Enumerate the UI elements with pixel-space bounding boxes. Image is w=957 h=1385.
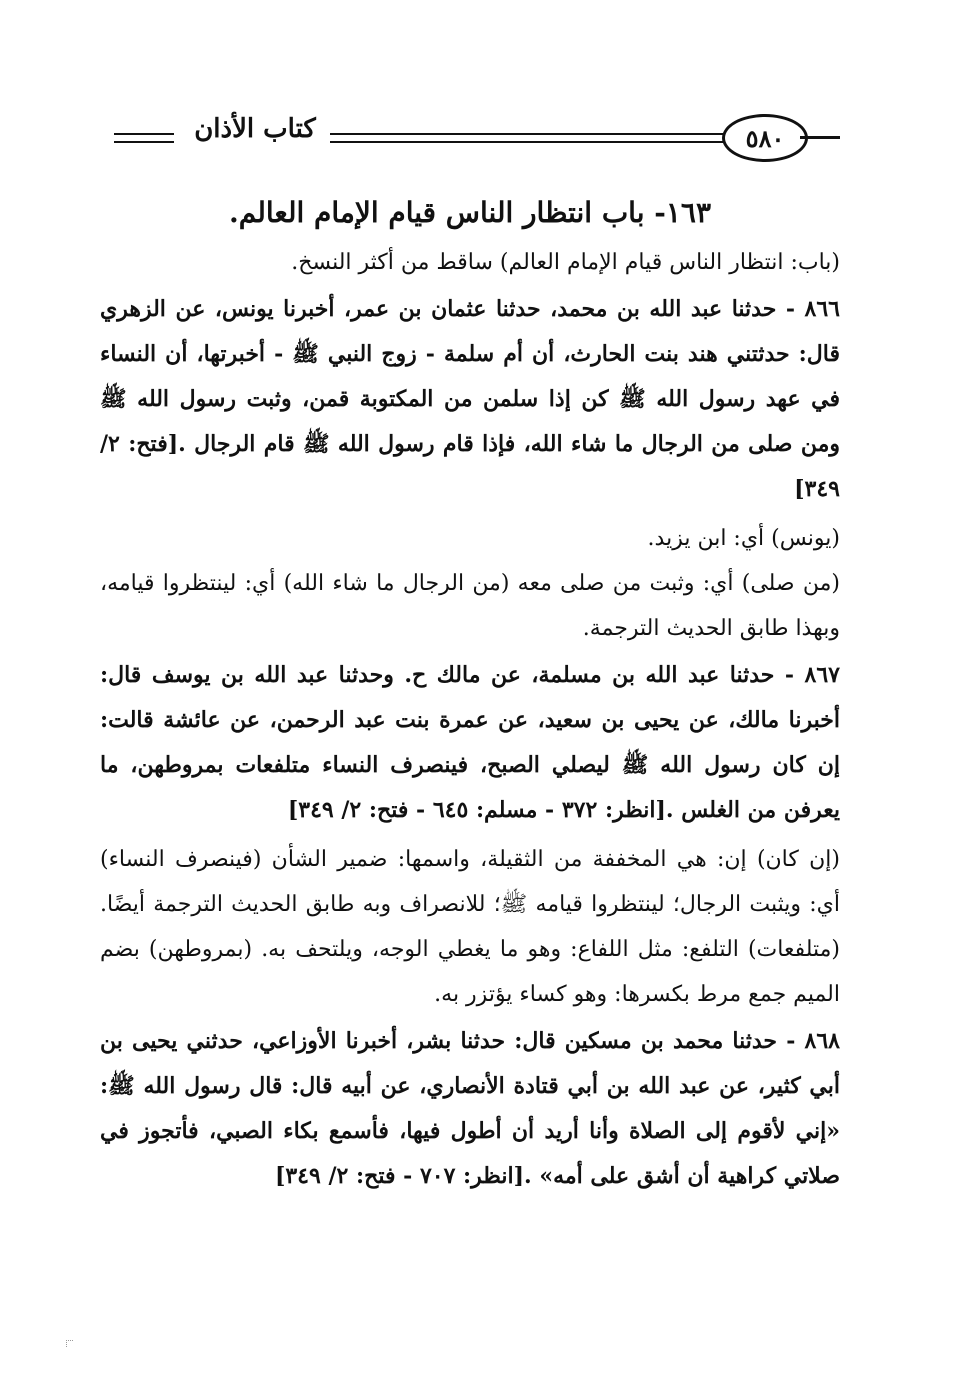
page-body xyxy=(100,192,840,1199)
crop-mark xyxy=(66,1340,73,1347)
header-rule xyxy=(330,133,725,135)
chapter-heading: ١٦٣- باب انتظار الناس قيام الإمام العالم. xyxy=(228,196,711,229)
page-number-badge: ٥٨٠ xyxy=(722,114,808,162)
commentary-paragraph: (إن كان) إن: هي المخففة من الثقيلة، واسمها: ضمير الشأن (فينصرف النساء) أي: ويثبت الرجال؛ لينتظروا قيامه ﷺ؛ للانصراف وبه طابق الحديث الترجمة أيضًا. (متلفعات) التلفع: مثل اللفاع: وهو ما يغطي الوجه، ويلتحف به. (بمروطهن) بضم الميم جمع مرط بكسرها: وهو كساء يؤتزر به. xyxy=(100,847,840,1007)
commentary-paragraph: (من صلى) أي: وثبت من صلى معه (من الرجال ما شاء الله) أي: لينتظروا قيامه، وبهذا طابق الحديث الترجمة. xyxy=(100,571,840,641)
commentary-paragraph: (يونس) أي: ابن يزيد. xyxy=(647,526,840,551)
header-rule xyxy=(800,136,840,139)
header-rule xyxy=(330,141,725,143)
hadith-paragraph: ٨٦٨ - حدثنا محمد بن مسكين قال: حدثنا بشر، أخبرنا الأوزاعي، حدثني يحيى بن أبي كثير، عن عبد الله بن أبي قتادة الأنصاري، عن أبيه قال: قال رسول الله ﷺ: «إني لأقوم إلى الصلاة وأنا أريد أن أطول فيها، فأسمع بكاء الصبي، فأتجوز في صلاتي كراهية أن أشق على أمه» .[انظر: ٧٠٧ - فتح: ٢/ ٣٤٩] xyxy=(100,1028,840,1189)
commentary-paragraph: (باب: انتظار الناس قيام الإمام العالم) ساقط من أكثر النسخ. xyxy=(291,250,840,275)
header-rule xyxy=(114,141,174,143)
hadith-paragraph: ٨٦٧ - حدثنا عبد الله بن مسلمة، عن مالك ح. وحدثنا عبد الله بن يوسف قال: أخبرنا مالك، عن يحيى بن سعيد، عن عمرة بنت عبد الرحمن، عن عائشة قالت: إن كان رسول الله ﷺ ليصلي الصبح، فينصرف النساء متلفعات بمروطهن، ما يعرفن من الغلس .[انظر: ٣٧٢ - مسلم: ٦٤٥ - فتح: ٢/ ٣٤٩] xyxy=(100,662,840,823)
hadith-paragraph: ٨٦٦ - حدثنا عبد الله بن محمد، حدثنا عثمان بن عمر، أخبرنا يونس، عن الزهري قال: حدثتني هند بنت الحارث، أن أم سلمة - زوج النبي ﷺ - أخبرتها، أن النساء في عهد رسول الله ﷺ كن إذا سلمن من المكتوبة قمن، وثبت رسول الله ﷺ ومن صلى من الرجال ما شاء الله، فإذا قام رسول الله ﷺ قام الرجال .[فتح: ٢/ ٣٤٩] xyxy=(100,296,840,502)
header-rule xyxy=(114,133,174,135)
running-header xyxy=(100,108,840,168)
book-title: كتاب الأذان xyxy=(194,114,316,144)
